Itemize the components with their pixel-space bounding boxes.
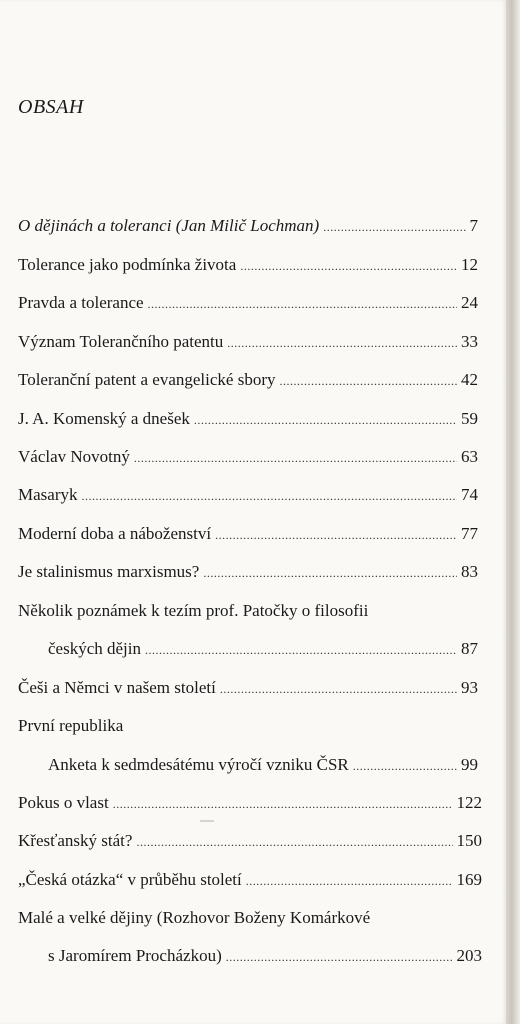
toc-entry-page: 83 xyxy=(461,562,478,581)
toc-entry-page: 63 xyxy=(461,447,478,466)
dot-leader xyxy=(215,524,457,546)
toc-entry-page: 12 xyxy=(461,255,478,274)
toc-entry-page: 33 xyxy=(461,332,478,351)
toc-entry xyxy=(18,792,482,815)
toc-entry-title: O dějinách a toleranci (Jan Milič Lochman) xyxy=(18,216,320,235)
toc-entry xyxy=(48,638,478,661)
toc-entry xyxy=(18,254,478,277)
dot-leader xyxy=(323,216,465,238)
dot-leader xyxy=(226,946,453,968)
toc-entry xyxy=(18,369,478,392)
toc-entry xyxy=(18,446,478,469)
toc-entry-title: Toleranční patent a evangelické sbory xyxy=(18,370,276,389)
toc-entry-page: 169 xyxy=(456,870,482,889)
toc-entry-page: 74 xyxy=(461,485,478,504)
toc-entry xyxy=(18,523,478,546)
dot-leader xyxy=(81,485,457,507)
toc-entry-page: 77 xyxy=(461,524,478,543)
toc-entry-title: Masaryk xyxy=(18,485,78,504)
page-edge xyxy=(506,0,520,1024)
toc-entry xyxy=(18,484,478,507)
toc-entry-title: První republika xyxy=(18,716,124,735)
toc-entry xyxy=(18,907,482,929)
toc-entry xyxy=(18,830,482,853)
toc-entry xyxy=(18,600,478,622)
toc-entry-title: Význam Tolerančního patentu xyxy=(18,332,224,351)
toc-entry-page: 87 xyxy=(461,639,478,658)
toc-entry-title: Anketa k sedmdesátému výročí vzniku ČSR xyxy=(48,755,349,774)
toc-entry xyxy=(18,561,478,584)
dot-leader xyxy=(134,447,457,469)
toc-entry xyxy=(18,408,478,431)
paper-smudge xyxy=(200,820,214,822)
toc-entry-page: 59 xyxy=(461,409,478,428)
dot-leader xyxy=(279,370,457,392)
toc-entry-page: 122 xyxy=(456,793,482,812)
toc-entry-page: 99 xyxy=(461,755,478,774)
toc-entry xyxy=(18,331,478,354)
toc-entry-page: 93 xyxy=(461,678,478,697)
toc-entry-page: 203 xyxy=(456,946,482,965)
toc-entry-title: „Česká otázka“ v průběhu století xyxy=(18,870,242,889)
toc-entry-title: Křesťanský stát? xyxy=(18,831,133,850)
dot-leader xyxy=(145,639,457,661)
toc-entry-title: Tolerance jako podmínka života xyxy=(18,255,237,274)
toc-entry-title: Václav Novotný xyxy=(18,447,130,466)
toc-entry-title: Moderní doba a náboženství xyxy=(18,524,212,543)
dot-leader xyxy=(148,293,457,315)
toc-entry-title: J. A. Komenský a dnešek xyxy=(18,409,190,428)
dot-leader xyxy=(240,255,457,277)
toc-entry-title: Je stalinismus marxismus? xyxy=(18,562,200,581)
toc-entry-page: 150 xyxy=(456,831,482,850)
dot-leader xyxy=(136,831,452,853)
toc-entry-title: Pravda a tolerance xyxy=(18,293,144,312)
toc-entry xyxy=(18,869,482,892)
toc-entry-page: 42 xyxy=(461,370,478,389)
toc-entry xyxy=(18,292,478,315)
toc-entry-title: Malé a velké dějiny (Rozhovor Boženy Komárkové xyxy=(18,908,371,927)
toc-entry-title: Několik poznámek k tezím prof. Patočky o filosofii xyxy=(18,601,369,620)
dot-leader xyxy=(203,562,457,584)
dot-leader xyxy=(113,793,453,815)
toc-entry-title: s Jaromírem Procházkou) xyxy=(48,946,222,965)
page-heading: OBSAH xyxy=(18,96,84,118)
dot-leader xyxy=(353,755,457,777)
toc-entry-title: Pokus o vlast xyxy=(18,793,109,812)
dot-leader xyxy=(227,332,457,354)
toc-entry xyxy=(18,715,478,737)
toc-entry-title: Češi a Němci v našem století xyxy=(18,678,216,697)
toc-entry-page: 24 xyxy=(461,293,478,312)
toc-entry-page: 7 xyxy=(469,216,478,235)
toc-entry xyxy=(48,945,482,968)
dot-leader xyxy=(194,409,457,431)
toc-entry xyxy=(18,215,478,238)
dot-leader xyxy=(220,678,457,700)
toc-entry xyxy=(18,677,478,700)
toc-entry-title: českých dějin xyxy=(48,639,141,658)
dot-leader xyxy=(246,870,453,892)
toc-entry xyxy=(48,754,478,777)
